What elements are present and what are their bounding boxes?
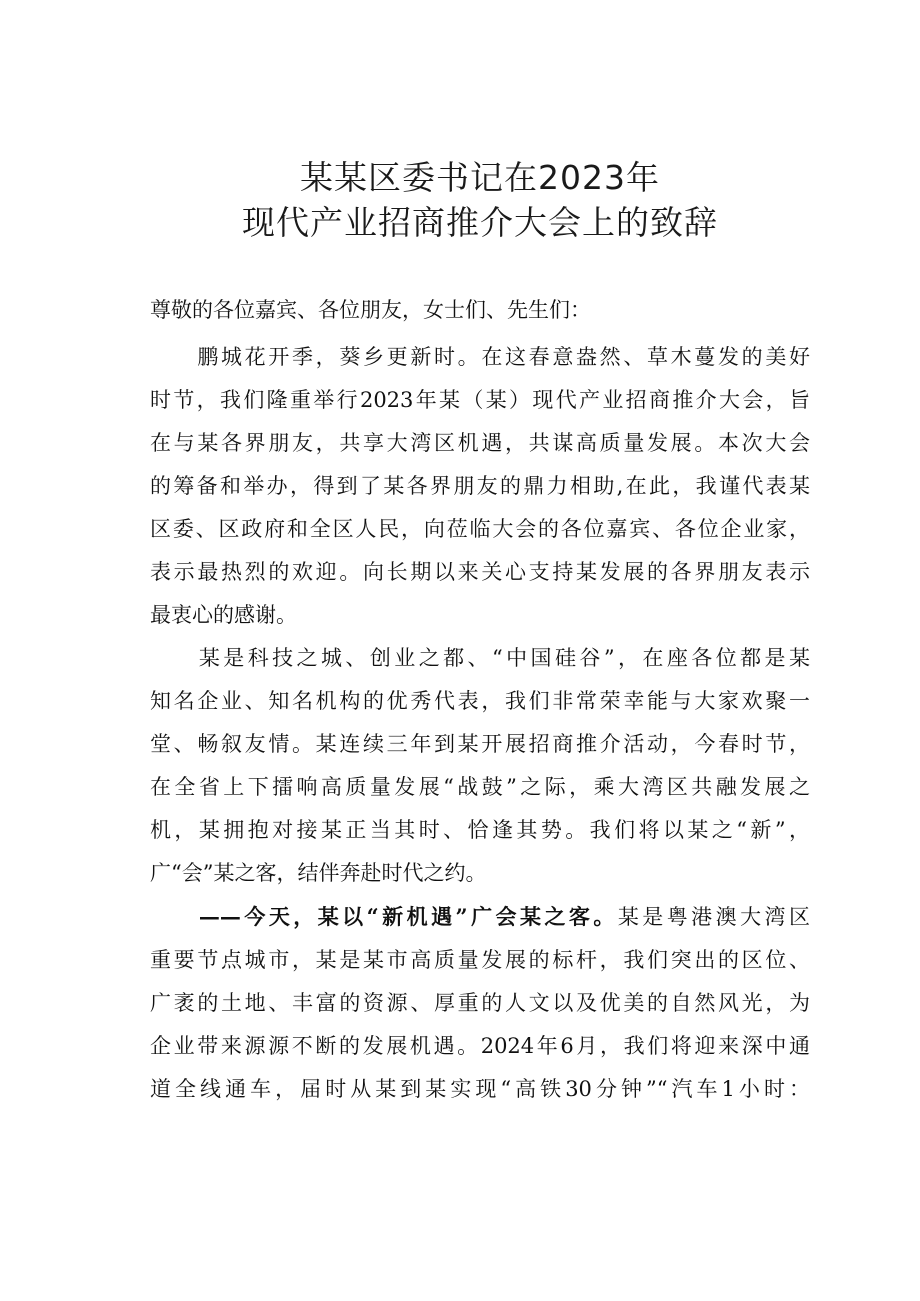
paragraph-3-line: 重要节点城市，某是某市高质量发展的标杆，我们突出的区位、: [150, 948, 810, 972]
paragraph-2-line: 知名企业、知名机构的优秀代表，我们非常荣幸能与大家欢聚一: [150, 689, 810, 713]
paragraph-1-line: 区委、区政府和全区人民，向莅临大会的各位嘉宾、各位企业家，: [150, 517, 810, 541]
document-title-line-2: 现代产业招商推介大会上的致辞: [242, 203, 718, 242]
paragraph-3-bold-lead: ——今天，某以“新机遇”广会某之客。: [150, 904, 618, 929]
paragraph-3-lead-rest: 某是粤港澳大湾区: [617, 905, 810, 929]
paragraph-3-line: 企业带来源源不断的发展机遇。2024年6月，我们将迎来深中通: [150, 1034, 810, 1058]
salutation: 尊敬的各位嘉宾、各位朋友，女士们、先生们：: [150, 298, 591, 322]
paragraph-3-line: 广袤的土地、丰富的资源、厚重的人文以及优美的自然风光，为: [150, 991, 810, 1015]
paragraph-2-line: 某是科技之城、创业之都、“中国硅谷”，在座各位都是某: [150, 646, 810, 670]
paragraph-1-line: 鹏城花开季，葵乡更新时。在这春意盎然、草木蔓发的美好: [150, 345, 810, 369]
document-title-line-1: 某某区委书记在2023年: [300, 158, 660, 197]
paragraph-1-line: 最衷心的感谢。: [150, 603, 297, 627]
paragraph-2-line: 在全省上下擂响高质量发展“战鼓”之际，乘大湾区共融发展之: [150, 775, 810, 799]
paragraph-3-lead-line: [150, 902, 810, 932]
paragraph-2-line: 广“会”某之客，结伴奔赴时代之约。: [150, 861, 487, 885]
paragraph-1-line: 在与某各界朋友，共享大湾区机遇，共谋高质量发展。本次大会: [150, 431, 810, 455]
paragraph-3-line: 道全线通车，届时从某到某实现“高铁30分钟”“汽车1小时：: [150, 1077, 810, 1101]
paragraph-1-line: 表示最热烈的欢迎。向长期以来关心支持某发展的各界朋友表示: [150, 560, 810, 584]
paragraph-2-line: 机，某拥抱对接某正当其时、恰逢其势。我们将以某之“新”，: [150, 818, 810, 842]
paragraph-1-line: 的筹备和举办，得到了某各界朋友的鼎力相助,在此，我谨代表某: [150, 474, 810, 498]
paragraph-2-line: 堂、畅叙友情。某连续三年到某开展招商推介活动，今春时节，: [150, 732, 810, 756]
paragraph-1-line: 时节，我们隆重举行2023年某（某）现代产业招商推介大会，旨: [150, 388, 810, 412]
